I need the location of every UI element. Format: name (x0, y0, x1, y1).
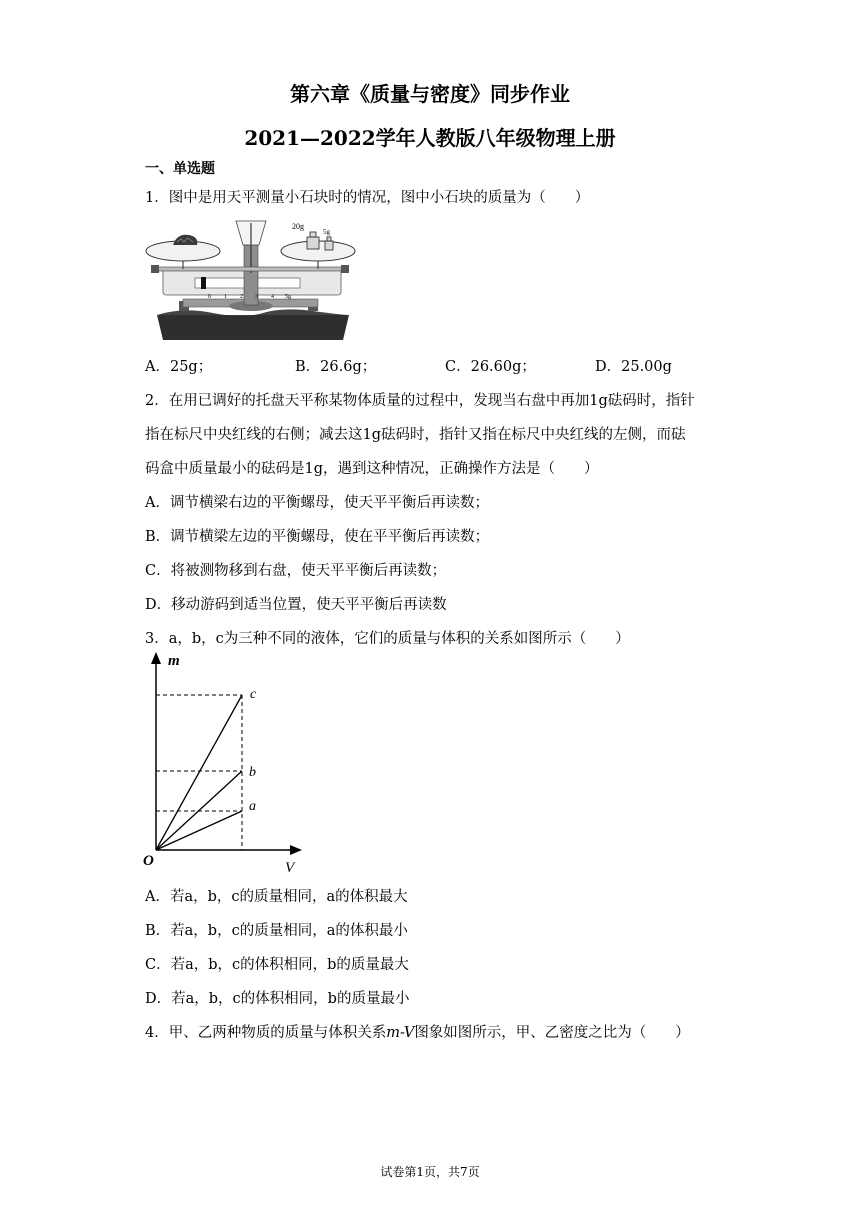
line-b-label: b (249, 765, 256, 780)
x-axis-arrow (290, 845, 302, 855)
weight-20g (307, 237, 319, 249)
scale-label: 3 (255, 294, 258, 300)
weight-5g-label: 5g (323, 228, 330, 236)
scale-label: 0 (208, 294, 211, 300)
mass-volume-graph (140, 648, 310, 873)
section-heading: 一、单选题 (145, 161, 215, 177)
x-axis-label: V (285, 860, 295, 873)
q4-stem-italic: m-V (386, 1025, 415, 1041)
q3-option-a: A．若a，b，c的质量相同，a的体积最大 (145, 889, 408, 905)
scale-label: 5g (285, 294, 291, 300)
q4-stem-before: 4．甲、乙两种物质的质量与体积关系 (145, 1025, 387, 1041)
q1-option-b: B．26.6g； (295, 359, 377, 375)
title-line-2: 2021—2022学年人教版八年级物理上册 (244, 126, 616, 150)
q1-option-d: D．25.00g (595, 359, 672, 375)
q2-option-b: B．调节横梁左边的平衡螺母，使在平平衡后再读数； (145, 529, 490, 545)
title-line-1: 第六章《质量与密度》同步作业 (290, 82, 570, 106)
balance-illustration (143, 215, 358, 345)
rider (201, 277, 206, 289)
y-axis-arrow (151, 652, 161, 664)
q3-option-c: C．若a，b，c的体积相同，b的质量最大 (145, 957, 409, 973)
line-c (156, 695, 242, 850)
q3-option-b: B．若a，b，c的质量相同，a的体积最小 (145, 923, 408, 939)
stone (173, 235, 197, 245)
q4-stem (145, 1021, 690, 1042)
scale-label: 2 (240, 294, 243, 300)
line-a-label: a (249, 799, 256, 814)
q2-stem-line: 2．在用已调好的托盘天平称某物体质量的过程中，发现当右盘中再加1g砝码时，指针 (145, 393, 695, 409)
q2-stem-line: 指在标尺中央红线的右侧；减去这1g砝码时，指针又指在标尺中央红线的左侧，而砝 (145, 427, 686, 443)
line-c-label: c (250, 687, 257, 702)
scale-label: 1 (224, 294, 227, 300)
q2-option-d: D．移动游码到适当位置，使天平平衡后再读数 (145, 597, 447, 613)
q3-option-d: D．若a，b，c的体积相同，b的质量最小 (145, 991, 410, 1007)
q1-option-c: C．26.60g； (445, 359, 536, 375)
q4-stem-after: 图象如图所示，甲、乙密度之比为（ ） (414, 1025, 690, 1041)
q3-stem: 3．a，b，c为三种不同的液体，它们的质量与体积的关系如图所示（ ） (145, 631, 630, 647)
q2-option-a: A．调节横梁右边的平衡螺母，使天平平衡后再读数； (145, 495, 489, 511)
line-a (156, 811, 242, 850)
origin-label: O (143, 853, 154, 869)
q2-stem-line: 码盒中质量最小的砝码是1g，遇到这种情况，正确操作方法是（ ） (145, 461, 599, 477)
graph-svg (140, 648, 310, 873)
balance-figure (143, 215, 358, 345)
q1-option-a: A．25g； (145, 359, 213, 375)
weight-5g (325, 241, 333, 250)
weight-20g-label: 20g (292, 222, 304, 231)
y-axis-label: m (168, 653, 180, 669)
q2-option-c: C．将被测物移到右盘，使天平平衡后再读数； (145, 563, 447, 579)
page-footer: 试卷第1页，共7页 (380, 1165, 480, 1179)
scale-label: 4 (271, 294, 274, 300)
q1-stem: 1．图中是用天平测量小石块时的情况，图中小石块的质量为（ ） (145, 190, 590, 206)
